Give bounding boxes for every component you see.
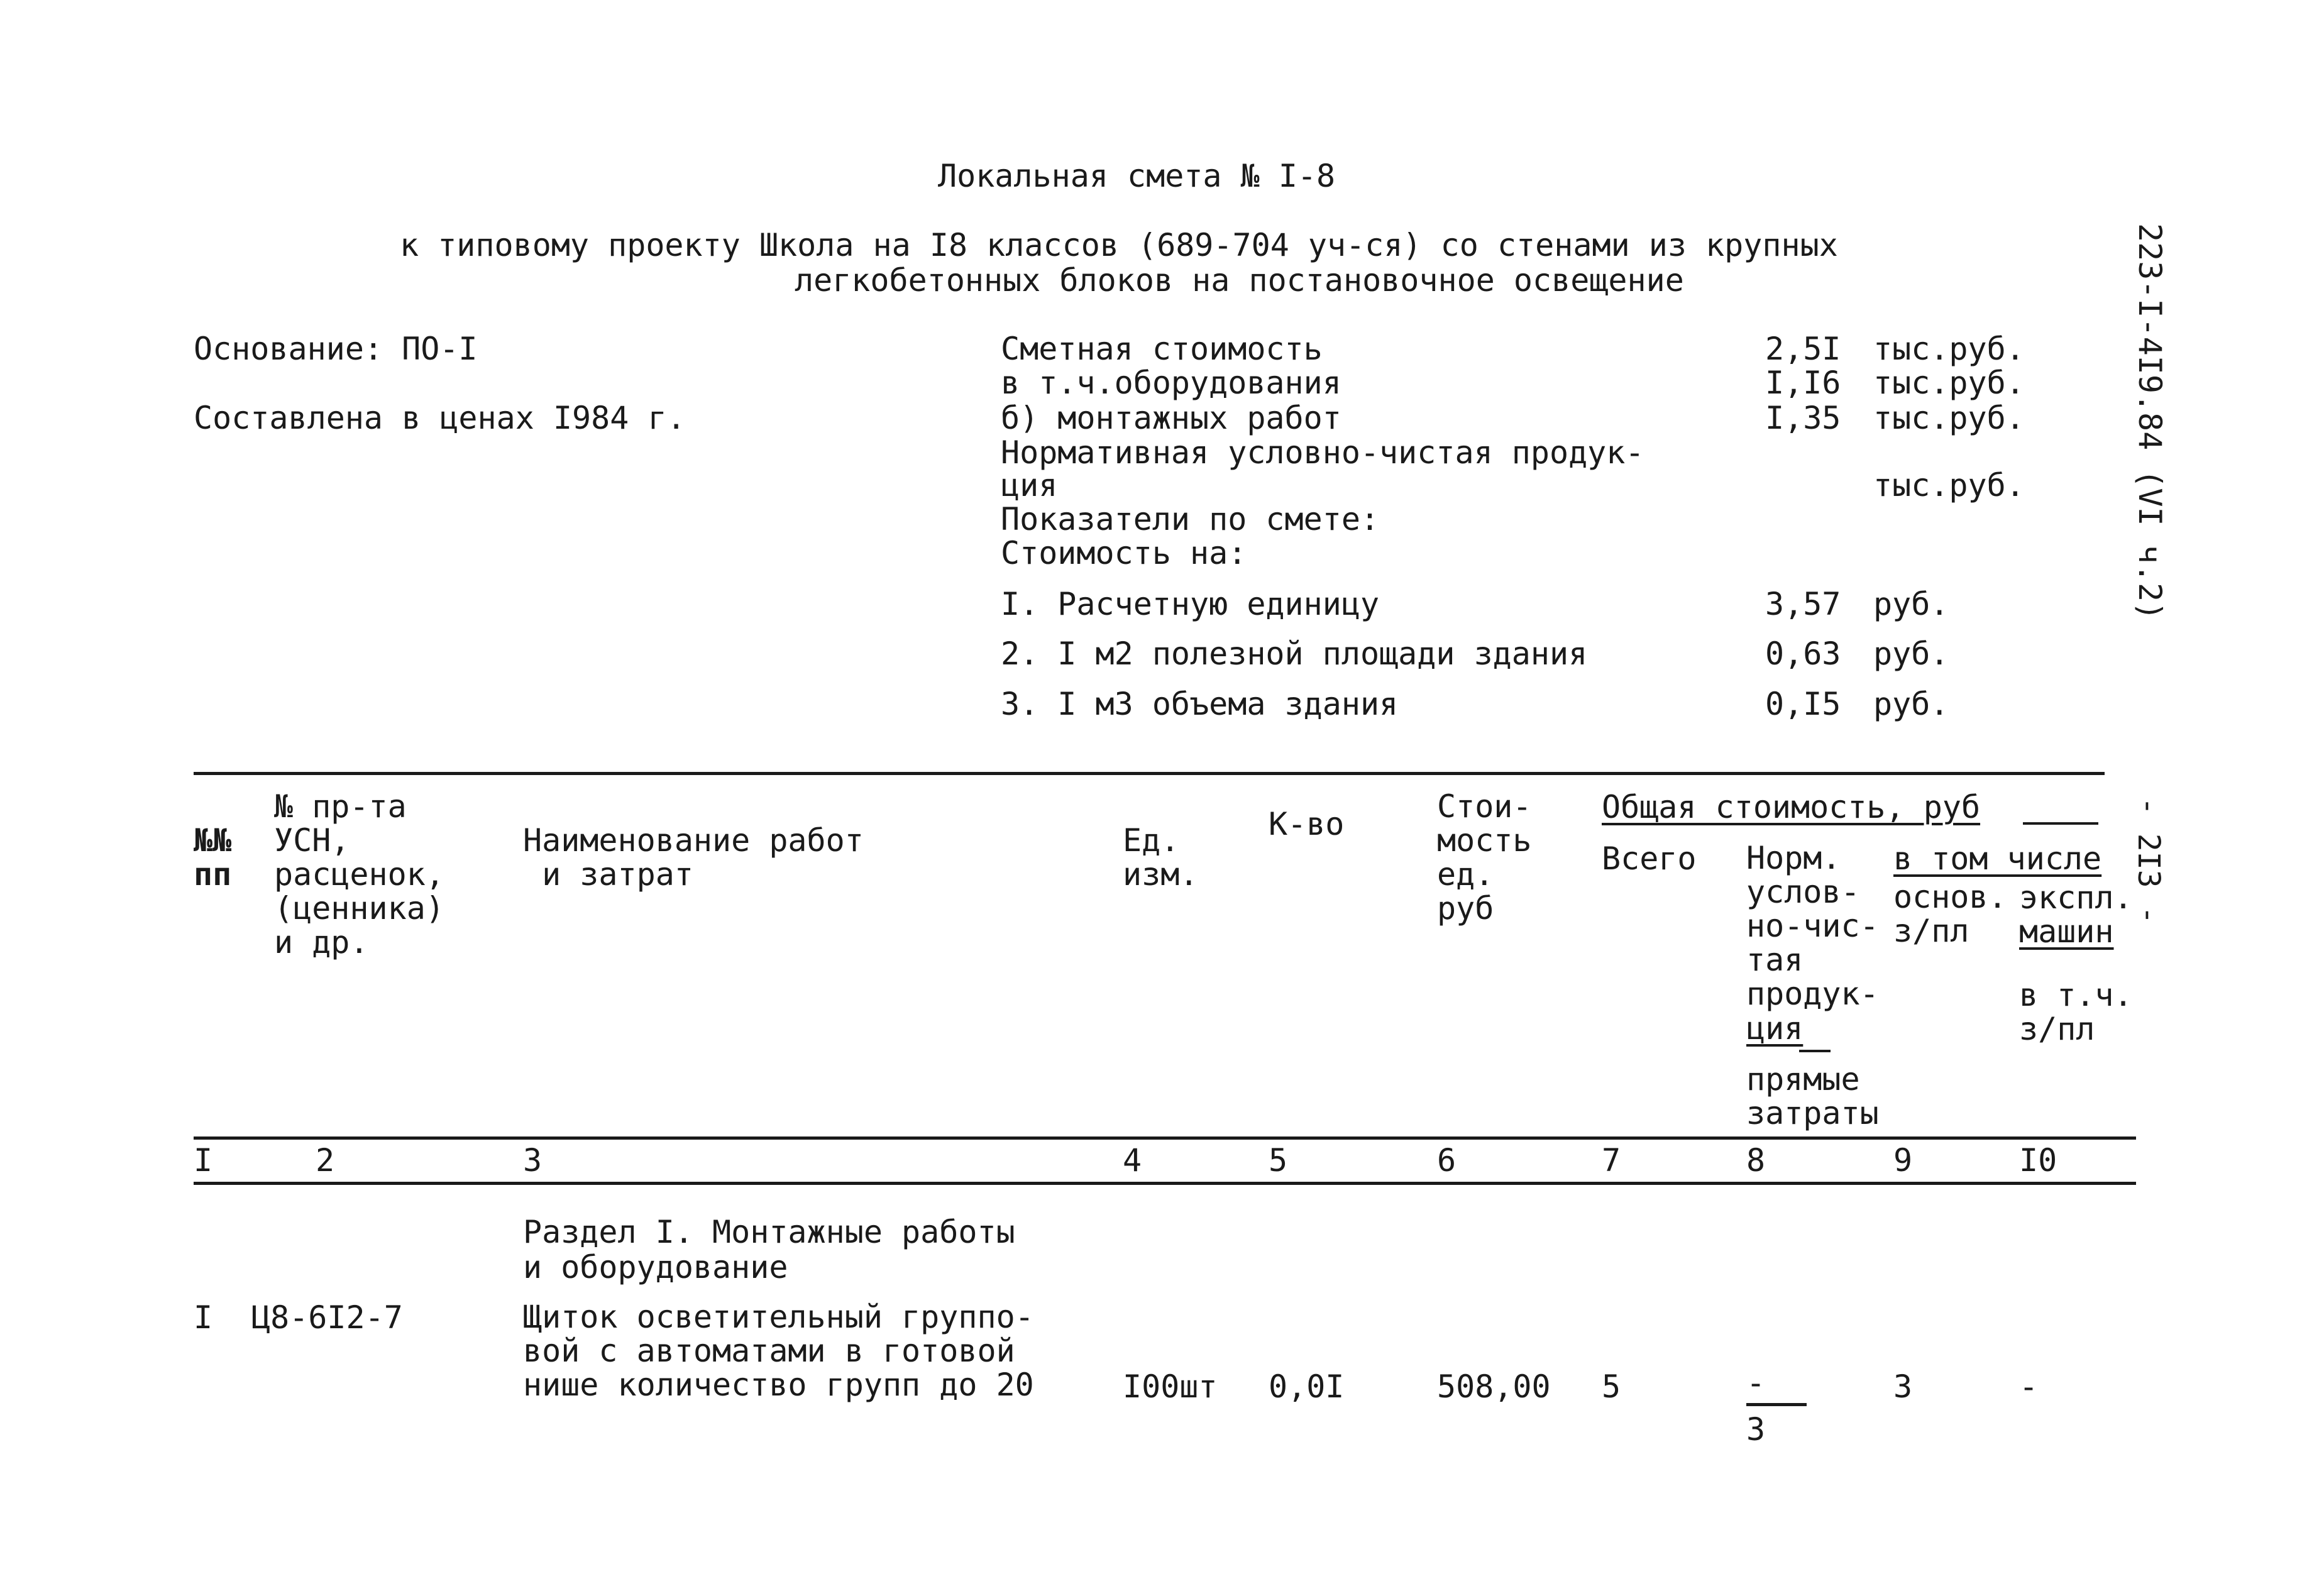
normative-label-line2: ция (1001, 467, 1058, 504)
row1-work-name: Щиток осветительный группо- вой с автоматами в готовой нише количество групп до 20 (523, 1299, 1034, 1403)
project-subtitle-line2: легкобетонных блоков на постановочное освещение (795, 262, 1684, 299)
cost-label-estimated: Сметная стоимость (1001, 331, 1323, 367)
header-code: № пр-та УСН, расценок, (ценника) и др. (274, 788, 444, 960)
indicator-unit-unit: руб. (1873, 586, 1949, 622)
header-direct-costs: прямые затраты (1746, 1061, 1879, 1131)
header-machines-under: машин (2019, 913, 2114, 950)
row1-fraction-bar (1746, 1403, 1807, 1406)
header-unit: Ед. изм. (1123, 822, 1199, 893)
header-work-name: Наименование работ и затрат (523, 822, 864, 893)
indicator-label-unit: I. Расчетную единицу (1001, 586, 1380, 622)
cost-value-equipment: I,I6 (1765, 365, 1841, 401)
row1-normative-bottom: 3 (1746, 1411, 1766, 1448)
cost-label-installation: б) монтажных работ (1001, 400, 1341, 436)
colnum-10: I0 (2019, 1142, 2057, 1179)
page-number: - 2I3 - (2131, 797, 2166, 925)
colnum-1: I (194, 1142, 213, 1179)
row1-total: 5 (1602, 1368, 1621, 1405)
header-item-number: №№ пп (194, 822, 232, 893)
colnum-6: 6 (1437, 1142, 1457, 1179)
indicators-heading: Показатели по смете: (1001, 501, 1380, 537)
normative-label-line1: Нормативная условно-чистая продук- (1001, 434, 1644, 471)
row1-unit-cost: 508,00 (1437, 1368, 1551, 1405)
row1-unit: I00шт (1123, 1368, 1218, 1405)
colnum-5: 5 (1269, 1142, 1288, 1179)
indicator-unit-area: руб. (1873, 636, 1949, 672)
cost-unit-equipment: тыс.руб. (1873, 365, 2025, 401)
header-normative-top: Норм. услов- но-чис- тая продук- (1746, 840, 1879, 1012)
column-numbers-bottom-rule (194, 1182, 2136, 1185)
normative-unit: тыс.руб. (1873, 467, 2025, 504)
cost-per-heading: Стоимость на: (1001, 535, 1247, 571)
colnum-7: 7 (1602, 1142, 1621, 1179)
row1-code: Ц8-6I2-7 (251, 1299, 403, 1336)
column-numbers-top-rule (194, 1136, 2136, 1140)
cost-label-equipment: в т.ч.оборудования (1001, 365, 1341, 401)
row1-quantity: 0,0I (1269, 1368, 1345, 1405)
header-total-cost: Общая стоимость, руб (1602, 789, 1981, 825)
header-base-wage: основ. з/пл (1893, 879, 2007, 949)
colnum-2: 2 (316, 1142, 335, 1179)
side-project-code: 223-I-4I9.84 (VI ч.2) (2132, 223, 2168, 621)
document-title: Локальная смета № I-8 (938, 158, 1336, 194)
indicator-value-unit: 3,57 (1765, 586, 1841, 622)
cost-value-installation: I,35 (1765, 400, 1841, 436)
header-including: в том числе (1893, 840, 2102, 877)
colnum-8: 8 (1746, 1142, 1766, 1179)
row1-normative-top: - (1746, 1365, 1766, 1401)
basis-foundation: Основание: ПО-I (194, 331, 478, 367)
colnum-3: 3 (523, 1142, 542, 1179)
basis-prices: Составлена в ценах I984 г. (194, 400, 686, 436)
section-title: Раздел I. Монтажные работы и оборудование (523, 1214, 1015, 1285)
header-normative-under: ция (1746, 1010, 1804, 1047)
project-subtitle-line1: к типовому проекту Школа на I8 классов (689-704 уч-ся) со стенами из крупных (400, 227, 1838, 263)
row1-base-wage: 3 (1893, 1368, 1913, 1405)
cost-unit-installation: тыс.руб. (1873, 400, 2025, 436)
header-total: Всего (1602, 840, 1697, 877)
row1-number: I (194, 1299, 213, 1336)
indicator-unit-volume: руб. (1873, 686, 1949, 722)
row1-machines: - (2019, 1368, 2039, 1405)
table-top-rule (194, 772, 2105, 775)
indicator-label-area: 2. I м2 полезной площади здания (1001, 636, 1588, 672)
colnum-9: 9 (1893, 1142, 1913, 1179)
total-cost-underline-extension (2023, 822, 2098, 825)
cost-unit-estimated: тыс.руб. (1873, 331, 2025, 367)
colnum-4: 4 (1123, 1142, 1142, 1179)
cost-value-estimated: 2,5I (1765, 331, 1841, 367)
header-unit-cost: Стои- мость ед. руб (1437, 788, 1532, 927)
indicator-label-volume: 3. I м3 объема здания (1001, 686, 1399, 722)
header-machines-wage: в т.ч. з/пл (2019, 977, 2133, 1047)
indicator-value-area: 0,63 (1765, 636, 1841, 672)
header-quantity: К-во (1269, 806, 1345, 842)
normative-underline-extension (1799, 1050, 1831, 1052)
header-machines-top: экспл. (2019, 879, 2133, 916)
indicator-value-volume: 0,I5 (1765, 686, 1841, 722)
